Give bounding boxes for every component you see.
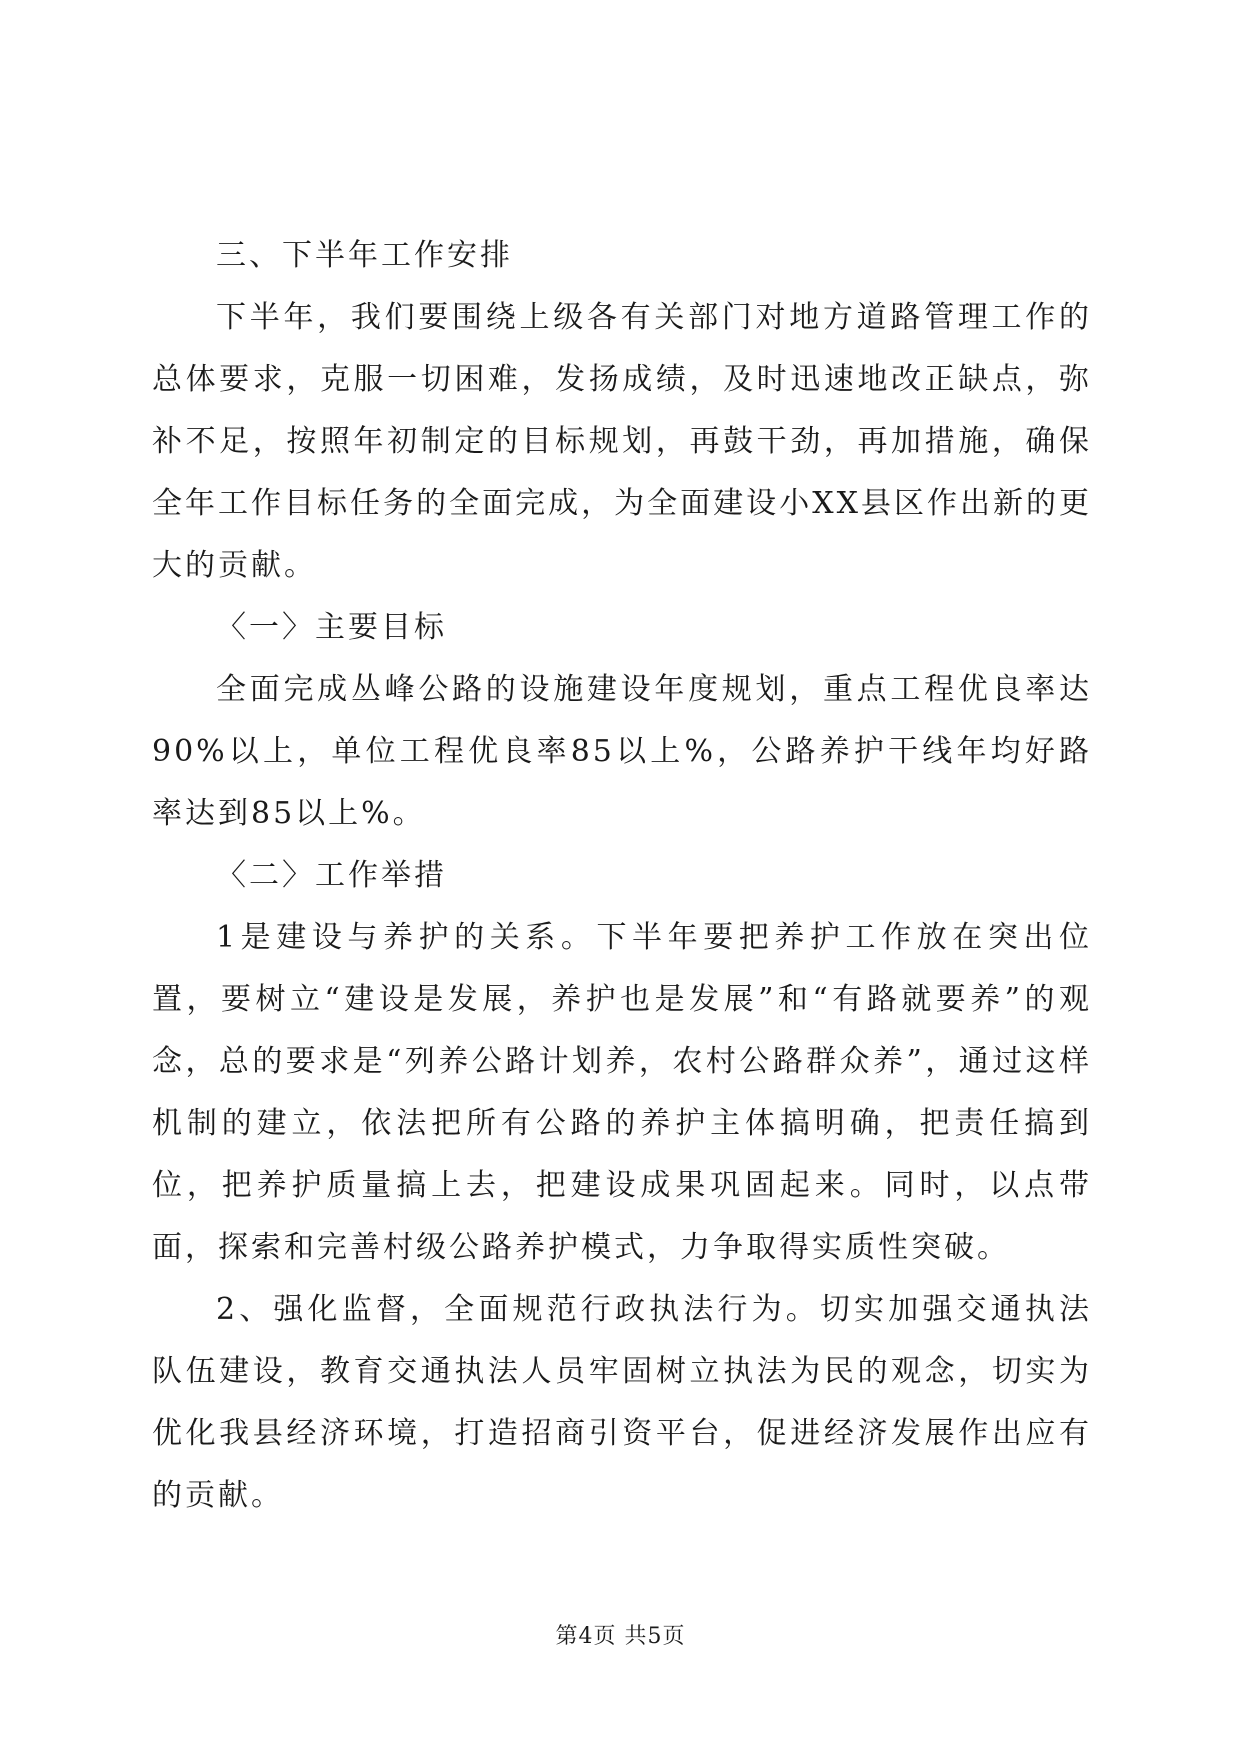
- subheading-main-goals: 〈一〉主要目标: [216, 610, 447, 645]
- page-number-footer: 第4页 共5页: [555, 1624, 686, 1649]
- measure-paragraph-1: 1是建设与养护的关系。下半年要把养护工作放在突出位置，要树立“建设是发展，养护也是发展”和“有路就要养”的观念，总的要求是“列养公路计划养，农村公路群众养”，通过这样机制的建立，依法把所有公路的养护主体搞明确，把责任搞到位，把养护质量搞上去，把建设成果巩固起来。同时，以点带面，探索和完善村级公路养护模式，力争取得实质性突破。: [152, 920, 1092, 1265]
- subheading-work-measures: 〈二〉工作举措: [216, 858, 447, 893]
- goals-paragraph: 全面完成丛峰公路的设施建设年度规划，重点工程优良率达90%以上，单位工程优良率85以上%，公路养护干线年均好路率达到85以上%。: [152, 672, 1092, 831]
- measure-paragraph-2: 2、强化监督，全面规范行政执法行为。切实加强交通执法队伍建设，教育交通执法人员牢固树立执法为民的观念，切实为优化我县经济环境，打造招商引资平台，促进经济发展作出应有的贡献。: [152, 1292, 1092, 1513]
- document-body: [152, 225, 1092, 1527]
- section-heading: 三、下半年工作安排: [216, 238, 513, 273]
- intro-paragraph: 下半年，我们要围绕上级各有关部门对地方道路管理工作的总体要求，克服一切困难，发扬成绩，及时迅速地改正缺点，弥补不足，按照年初制定的目标规划，再鼓干劲，再加措施，确保全年工作目标任务的全面完成，为全面建设小XX县区作出新的更大的贡献。: [152, 300, 1092, 583]
